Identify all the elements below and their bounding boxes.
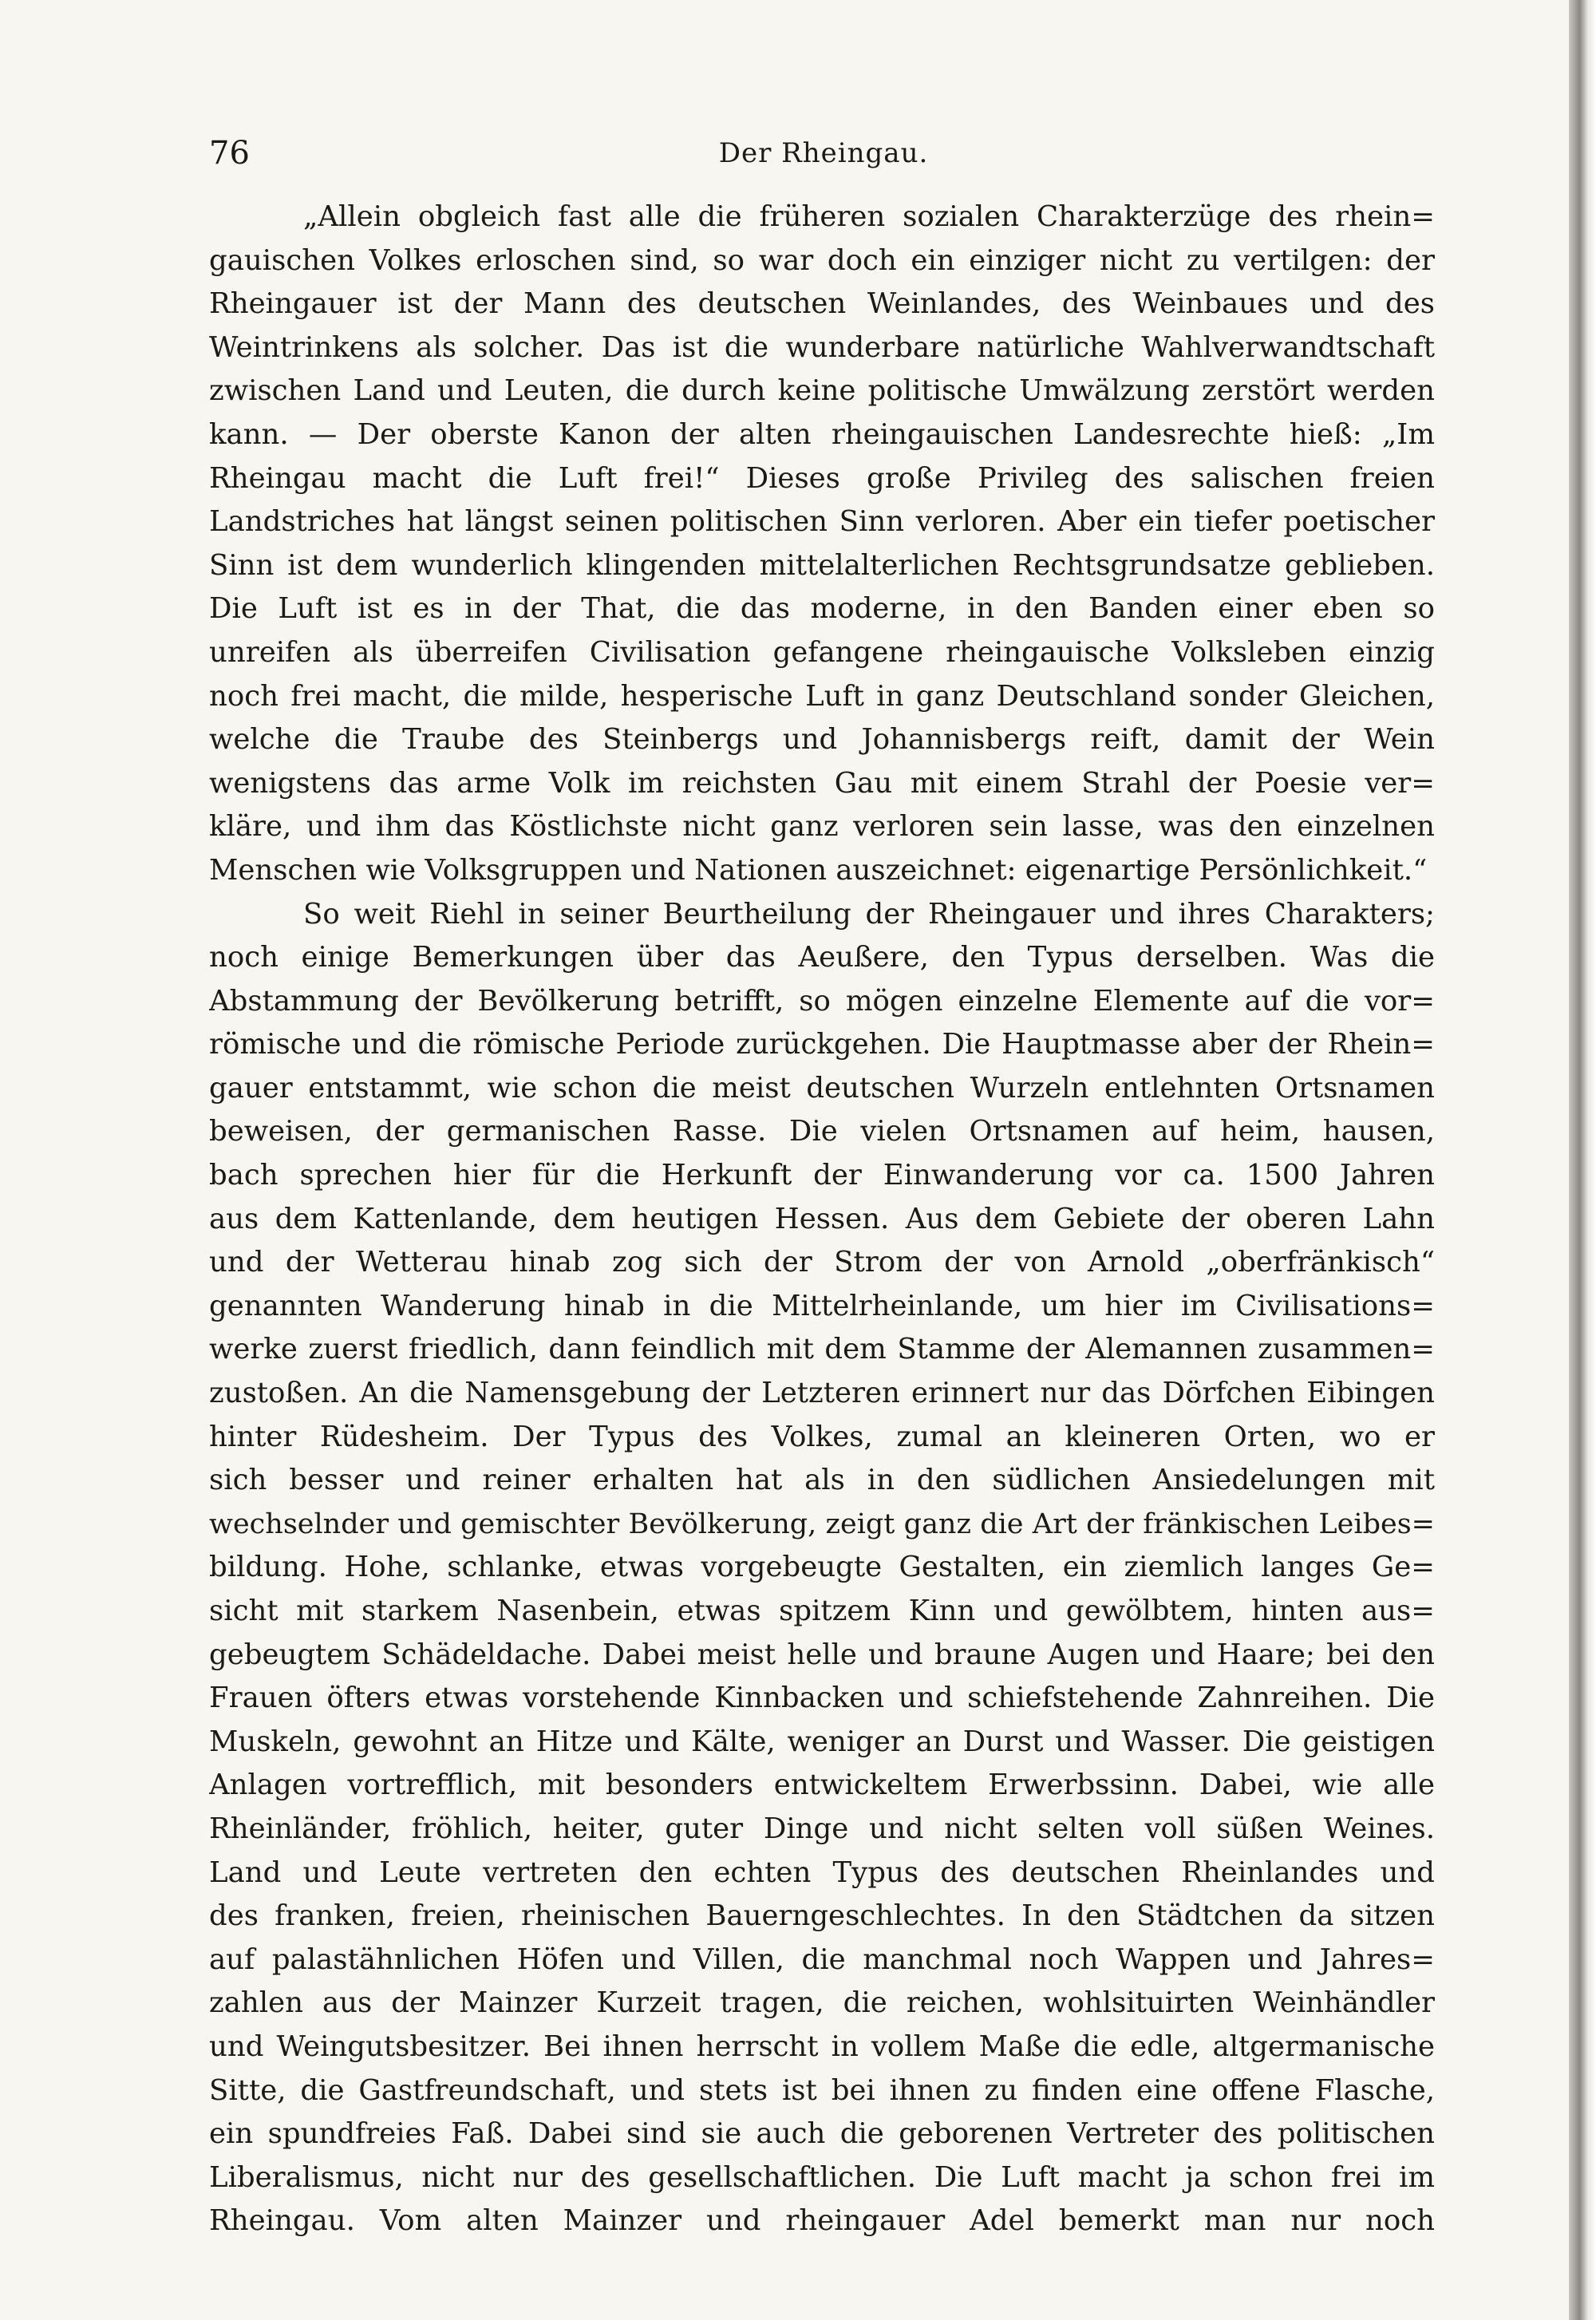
page-edge-shadow: [1569, 0, 1596, 2320]
text-line: gauer entstammt, wie schon die meist deutschen Wurzeln entlehnten Ortsnamen: [209, 1071, 1435, 1105]
text-line: Muskeln, gewohnt an Hitze und Kälte, weniger an Durst und Wasser. Die geistigen: [209, 1725, 1435, 1758]
text-line: zustoßen. An die Namensgebung der Letzteren erinnert nur das Dörfchen Eibingen: [209, 1377, 1435, 1410]
text-line: welche die Traube des Steinbergs und Johannisbergs reift, damit der Wein: [209, 723, 1435, 757]
text-line: gebeugtem Schädeldache. Dabei meist helle und braune Augen und Haare; bei den: [209, 1638, 1435, 1671]
text-line: sicht mit starkem Nasenbein, etwas spitzem Kinn und gewölbtem, hinten aus=: [209, 1595, 1435, 1627]
text-line: genannten Wanderung hinab in die Mittelrheinlande, um hier im Civilisations=: [209, 1289, 1435, 1322]
text-line: römische und die römische Periode zurückgehen. Die Hauptmasse aber der Rhein=: [209, 1028, 1435, 1061]
text-line: Rheinländer, fröhlich, heiter, guter Dinge und nicht selten voll süßen Weines.: [209, 1812, 1435, 1845]
text-line: noch einige Bemerkungen über das Aeußere, den Typus derselben. Was die: [209, 941, 1435, 974]
text-line: noch frei macht, die milde, hesperische Luft in ganz Deutschland sonder Gleichen,: [209, 679, 1435, 713]
text-line: aus dem Kattenlande, dem heutigen Hessen. Aus dem Gebiete der oberen Lahn: [209, 1202, 1435, 1235]
text-line: So weit Riehl in seiner Beurtheilung der Rheingauer und ihres Charakters;: [303, 897, 1435, 931]
text-line: sich besser und reiner erhalten hat als in den südlichen Ansiedelungen mit: [209, 1464, 1435, 1497]
text-line: des franken, freien, rheinischen Bauerngeschlechtes. In den Städtchen da sitzen: [209, 1899, 1435, 1933]
text-line: auf palastähnlichen Höfen und Villen, die manchmal noch Wappen und Jahres=: [209, 1943, 1435, 1976]
text-line: Sinn ist dem wunderlich klingenden mittelalterlichen Rechtsgrundsatze geblieben.: [209, 548, 1435, 582]
text-line: ein spundfreies Faß. Dabei sind sie auch die geborenen Vertreter des politischen: [209, 2117, 1435, 2151]
text-line: Land und Leute vertreten den echten Typus des deutschen Rheinlandes und: [209, 1856, 1435, 1889]
text-line: zahlen aus der Mainzer Kurzeit tragen, die reichen, wohlsituirten Weinhändler: [209, 1986, 1435, 2020]
text-line: bach sprechen hier für die Herkunft der Einwanderung vor ca. 1500 Jahren: [209, 1159, 1435, 1192]
text-line: Landstriches hat längst seinen politischen Sinn verloren. Aber ein tiefer poetischer: [209, 505, 1435, 539]
text-line: Weintrinkens als solcher. Das ist die wunderbare natürliche Wahlverwandtschaft: [209, 330, 1435, 364]
text-line: bildung. Hohe, schlanke, etwas vorgebeugte Gestalten, ein ziemlich langes Ge=: [209, 1551, 1435, 1584]
text-line: Die Luft ist es in der That, die das moderne, in den Banden einer eben so: [209, 592, 1435, 626]
text-line: gauischen Volkes erloschen sind, so war doch ein einziger nicht zu vertilgen: der: [209, 243, 1435, 277]
body-text: [209, 196, 1435, 2243]
text-line: Rheingau. Vom alten Mainzer und rheingauer Adel bemerkt man nur noch: [209, 2204, 1435, 2238]
text-line: unreifen als überreifen Civilisation gefangene rheingauische Volksleben einzig: [209, 635, 1435, 669]
text-line: Liberalismus, nicht nur des gesellschaftlichen. Die Luft macht ja schon frei im: [209, 2160, 1435, 2194]
text-line: wenigstens das arme Volk im reichsten Gau mit einem Strahl der Poesie ver=: [209, 766, 1435, 800]
running-title: Der Rheingau.: [718, 137, 929, 169]
text-line: und Weingutsbesitzer. Bei ihnen herrscht in vollem Maße die edle, altgermanische: [209, 2030, 1435, 2063]
page-header: [209, 134, 1438, 172]
text-line: Menschen wie Volksgruppen und Nationen auszeichnet: eigenartige Persönlichkeit.“: [209, 853, 1428, 887]
text-line: Rheingauer ist der Mann des deutschen Weinlandes, des Weinbaues und des: [209, 287, 1435, 321]
text-line: beweisen, der germanischen Rasse. Die vielen Ortsnamen auf heim, hausen,: [209, 1115, 1435, 1148]
text-line: Abstammung der Bevölkerung betrifft, so mögen einzelne Elemente auf die vor=: [209, 984, 1435, 1018]
text-line: und der Wetterau hinab zog sich der Strom der von Arnold „oberfränkisch“: [209, 1246, 1435, 1279]
text-line: kann. — Der oberste Kanon der alten rheingauischen Landesrechte hieß: „Im: [209, 417, 1435, 451]
page-number: 76: [209, 135, 250, 172]
text-line: kläre, und ihm das Köstlichste nicht ganz verloren sein lasse, was den einzelnen: [209, 810, 1435, 844]
text-line: Anlagen vortrefflich, mit besonders entwickeltem Erwerbssinn. Dabei, wie alle: [209, 1769, 1435, 1802]
text-line: zwischen Land und Leuten, die durch keine politische Umwälzung zerstört werden: [209, 374, 1435, 408]
text-line: „Allein obgleich fast alle die früheren sozialen Charakterzüge des rhein=: [303, 200, 1435, 233]
text-line: Rheingau macht die Luft frei!“ Dieses große Privileg des salischen freien: [209, 461, 1435, 495]
text-line: werke zuerst friedlich, dann feindlich mit dem Stamme der Alemannen zusammen=: [209, 1333, 1435, 1366]
text-line: hinter Rüdesheim. Der Typus des Volkes, zumal an kleineren Orten, wo er: [209, 1420, 1435, 1453]
text-line: wechselnder und gemischter Bevölkerung, zeigt ganz die Art der fränkischen Leibes=: [209, 1508, 1435, 1540]
text-line: Sitte, die Gastfreundschaft, und stets ist bei ihnen zu finden eine offene Flasche,: [209, 2073, 1435, 2107]
text-line: Frauen öfters etwas vorstehende Kinnbacken und schiefstehende Zahnreihen. Die: [209, 1682, 1435, 1715]
